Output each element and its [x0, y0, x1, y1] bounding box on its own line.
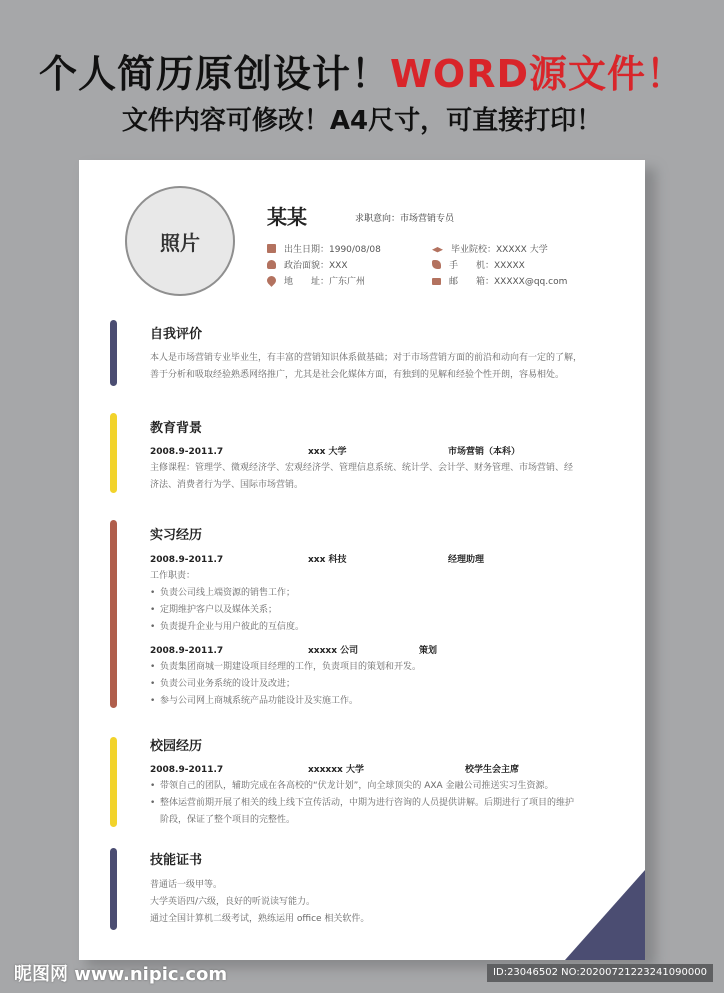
section-title: 教育背景 — [150, 421, 203, 436]
job-role: 经理助理 — [448, 555, 485, 565]
list-item: • 负责集团商城一期建设项目经理的工作，负责项目的策划和开发。 — [150, 662, 422, 672]
section-bar — [110, 848, 117, 930]
job-date: 2008.9-2011.7 — [150, 555, 224, 565]
list-item-continuation: 阶段，保证了整个项目的完整性。 — [160, 815, 296, 825]
candidate-name: 某某 — [267, 205, 307, 229]
info-email-text: 邮 箱：XXXXX@qq.com — [449, 277, 568, 287]
section-text — [150, 350, 612, 384]
text-line: 主修课程：管理学、微观经济学、宏观经济学、管理信息系统、统计学、会计学、财务管理、市场营销、经 — [150, 463, 574, 473]
list-item: • 带领自己的团队，辅助完成在各高校的“伏龙计划”，向全球顶尖的 AXA 金融公司推送实习生资源。 — [150, 781, 554, 791]
promo-headline — [0, 46, 724, 102]
job-company: xxxxx 公司 — [308, 646, 359, 656]
list-item: • 负责公司线上端资源的销售工作； — [150, 588, 296, 598]
education-major: 市场营销（本科） — [448, 447, 521, 457]
job-intent: 求职意向：市场营销专员 — [355, 214, 455, 224]
campus-school: xxxxxx 大学 — [308, 765, 364, 775]
list-item: • 整体运营前期开展了相关的线上线下宣传活动，中期为进行咨询的人员提供讲解。后期进行了项目的维护 — [150, 798, 575, 808]
section-bar — [110, 520, 117, 708]
list-item: • 负责公司业务系统的设计及改进； — [150, 679, 296, 689]
text-line: 大学英语四/六级，良好的听说读写能力。 — [150, 897, 316, 907]
info-birthdate-text: 出生日期：1990/08/08 — [284, 245, 381, 255]
section-title: 校园经历 — [150, 739, 203, 754]
corner-decoration — [565, 870, 645, 960]
job-duties — [150, 568, 620, 636]
phone-icon — [432, 260, 441, 269]
graduation-cap-icon — [432, 247, 443, 253]
text-line: 本人是市场营销专业毕业生，有丰富的营销知识体系做基础；对于市场营销方面的前沿和动向有一定的了解， — [150, 353, 583, 363]
job-duties — [150, 659, 620, 710]
job-date: 2008.9-2011.7 — [150, 646, 224, 656]
info-email — [432, 276, 567, 288]
list-item: • 参与公司网上商城系统产品功能设计及实施工作。 — [150, 696, 359, 706]
calendar-icon — [267, 244, 276, 253]
duties-intro: 工作职责： — [150, 571, 196, 581]
text-line: 善于分析和吸取经验熟悉网络推广，尤其是社会化媒体方面，有独到的见解和经验个性开朗，容易相处。 — [150, 370, 565, 380]
campus-duties — [150, 778, 620, 829]
photo-label: 照片 — [160, 230, 200, 255]
user-icon — [267, 260, 276, 269]
section-text — [150, 877, 612, 928]
resume-page — [79, 160, 645, 960]
location-icon — [265, 274, 278, 287]
campus-role: 校学生会主席 — [465, 765, 520, 775]
job-company: xxx 科技 — [308, 555, 347, 565]
section-bar — [110, 737, 117, 827]
section-title: 实习经历 — [150, 528, 203, 543]
education-date: 2008.9-2011.7 — [150, 447, 224, 457]
photo-placeholder — [125, 186, 235, 296]
info-political — [267, 260, 348, 272]
watermark-site: 昵图网 www.nipic.com — [14, 964, 228, 985]
text-line: 通过全国计算机二级考试，熟练运用 office 相关软件。 — [150, 914, 370, 924]
info-political-text: 政治面貌：XXX — [284, 261, 348, 271]
section-bar — [110, 413, 117, 493]
section-title: 技能证书 — [150, 853, 203, 868]
text-line: 济法、消费者行为学、国际市场营销。 — [150, 480, 304, 490]
campus-date: 2008.9-2011.7 — [150, 765, 224, 775]
section-title: 自我评价 — [150, 327, 203, 342]
section-text — [150, 460, 612, 494]
info-address-text: 地 址：广东广州 — [284, 277, 366, 287]
promo-subheadline: 文件内容可修改！A4尺寸，可直接打印！ — [121, 106, 603, 136]
education-school: xxx 大学 — [308, 447, 347, 457]
info-school — [432, 244, 548, 256]
promo-headline-black: 个人简历原创设计！ — [38, 52, 390, 96]
section-bar — [110, 320, 117, 386]
info-school-text: 毕业院校：XXXXX 大学 — [451, 245, 548, 255]
job-role: 策划 — [419, 646, 438, 656]
text-line: 普通话一级甲等。 — [150, 880, 223, 890]
info-birthdate — [267, 244, 381, 256]
promo-headline-red: WORD源文件！ — [389, 52, 686, 96]
list-item: • 定期维护客户以及媒体关系； — [150, 605, 278, 615]
info-address — [267, 276, 365, 288]
mail-icon — [432, 278, 441, 285]
list-item: • 负责提升企业与用户彼此的互信度。 — [150, 622, 305, 632]
info-phone — [432, 260, 525, 272]
watermark-id: ID:23046502 NO:20200721223241090000 — [487, 964, 713, 982]
info-phone-text: 手 机：XXXXX — [449, 261, 525, 271]
